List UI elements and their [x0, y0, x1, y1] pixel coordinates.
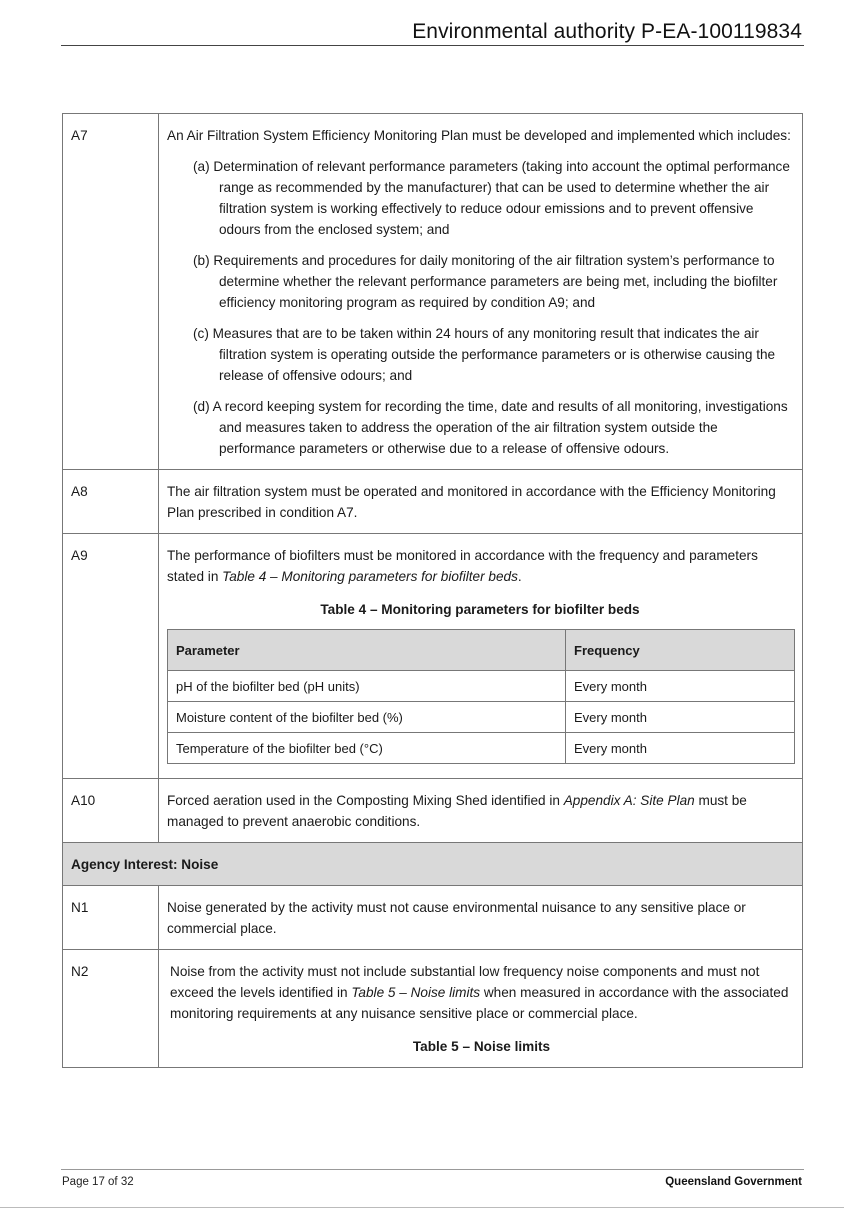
section-title: Agency Interest: Noise: [63, 843, 803, 886]
list-item: (a) Determination of relevant performance parameters (taking into account the optimal performance range as recommended by the manufacturer) that can be used to determine whether the air filtration system is working effectively to reduce odour emissions and to prevent offensive odours from the enclosed system; and: [193, 159, 790, 237]
table-cell: Every month: [566, 733, 795, 764]
condition-text: [159, 886, 803, 950]
biofilter-monitoring-table: [167, 629, 795, 764]
section-header-noise: [63, 843, 803, 886]
condition-text: [159, 114, 803, 470]
condition-row-a9: [63, 534, 803, 779]
condition-text: [159, 950, 803, 1068]
column-header: Frequency: [566, 630, 795, 671]
table-caption: Table 5 – Noise limits: [412, 1039, 551, 1054]
table-cell: Every month: [566, 671, 795, 702]
condition-row-a8: [63, 470, 803, 534]
footer-divider: [61, 1169, 804, 1170]
appendix-reference: Appendix A: Site Plan: [563, 793, 695, 808]
condition-paragraph: [167, 545, 793, 587]
table-cell: Moisture content of the biofilter bed (%): [168, 702, 566, 733]
condition-sublist: [167, 156, 793, 459]
table-cell: Temperature of the biofilter bed (°C): [168, 733, 566, 764]
text-run: .: [517, 569, 522, 584]
condition-row-n2: [63, 950, 803, 1068]
list-item: (d) A record keeping system for recording the time, date and results of all monitoring, investigations and measures taken to address the operation of the air filtration system outside the performance parameters or otherwise due to a release of offensive odours.: [193, 399, 788, 456]
table-cell: pH of the biofilter bed (pH units): [168, 671, 566, 702]
condition-id: N2: [63, 950, 159, 1068]
table-header-row: [168, 630, 795, 671]
condition-paragraph: [170, 961, 793, 1024]
condition-paragraph: Noise generated by the activity must not cause environmental nuisance to any sensitive place or commercial place.: [167, 900, 746, 936]
text-run: The performance of biofilters must be monitored in accordance with the frequency and parameters stated in: [167, 548, 758, 584]
table-row: [168, 733, 795, 764]
list-item: (b) Requirements and procedures for daily monitoring of the air filtration system’s performance to determine whether the relevant performance parameters are being met, including the biofilter efficiency monitoring program as required by condition A9; and: [193, 253, 778, 310]
conditions-table: [62, 113, 803, 1068]
text-run: Noise from the activity must not include substantial low frequency noise components and must not exceed the levels identified in: [170, 964, 760, 1000]
organization-name: Queensland Government: [665, 1176, 802, 1188]
condition-id: A10: [63, 779, 159, 843]
condition-text: [159, 470, 803, 534]
text-run: Forced aeration used in the Composting Mixing Shed identified in: [167, 793, 564, 808]
condition-text: [159, 534, 803, 779]
text-run: must be managed to prevent anaerobic conditions.: [167, 793, 747, 829]
table-row: [168, 671, 795, 702]
page-number: Page 17 of 32: [62, 1176, 134, 1188]
condition-id: A7: [63, 114, 159, 470]
table-row: [168, 702, 795, 733]
condition-id: A8: [63, 470, 159, 534]
text-run: when measured in accordance with the associated monitoring requirements at any nuisance sensitive place or commercial place.: [170, 985, 789, 1021]
table-caption: Table 4 – Monitoring parameters for biofilter beds: [320, 602, 640, 617]
condition-row-a10: [63, 779, 803, 843]
condition-id: A9: [63, 534, 159, 779]
condition-paragraph: [167, 790, 793, 832]
condition-paragraph: The air filtration system must be operated and monitored in accordance with the Efficiency Monitoring Plan prescribed in condition A7.: [167, 484, 776, 520]
table-reference: Table 4 – Monitoring parameters for biofilter beds: [222, 569, 518, 584]
condition-text: [159, 779, 803, 843]
document-title: Environmental authority P-EA-100119834: [412, 20, 802, 43]
page-edge: [0, 1207, 844, 1208]
condition-intro: An Air Filtration System Efficiency Monitoring Plan must be developed and implemented which includes:: [167, 128, 791, 143]
header-divider: [61, 45, 804, 46]
table-cell: Every month: [566, 702, 795, 733]
condition-row-a7: [63, 114, 803, 470]
column-header: Parameter: [168, 630, 566, 671]
condition-row-n1: [63, 886, 803, 950]
table-reference: Table 5 – Noise limits: [351, 985, 481, 1000]
list-item: (c) Measures that are to be taken within 24 hours of any monitoring result that indicates the air filtration system is operating outside the performance parameters or is otherwise causing the release of offensive odours; and: [193, 326, 776, 383]
condition-id: N1: [63, 886, 159, 950]
